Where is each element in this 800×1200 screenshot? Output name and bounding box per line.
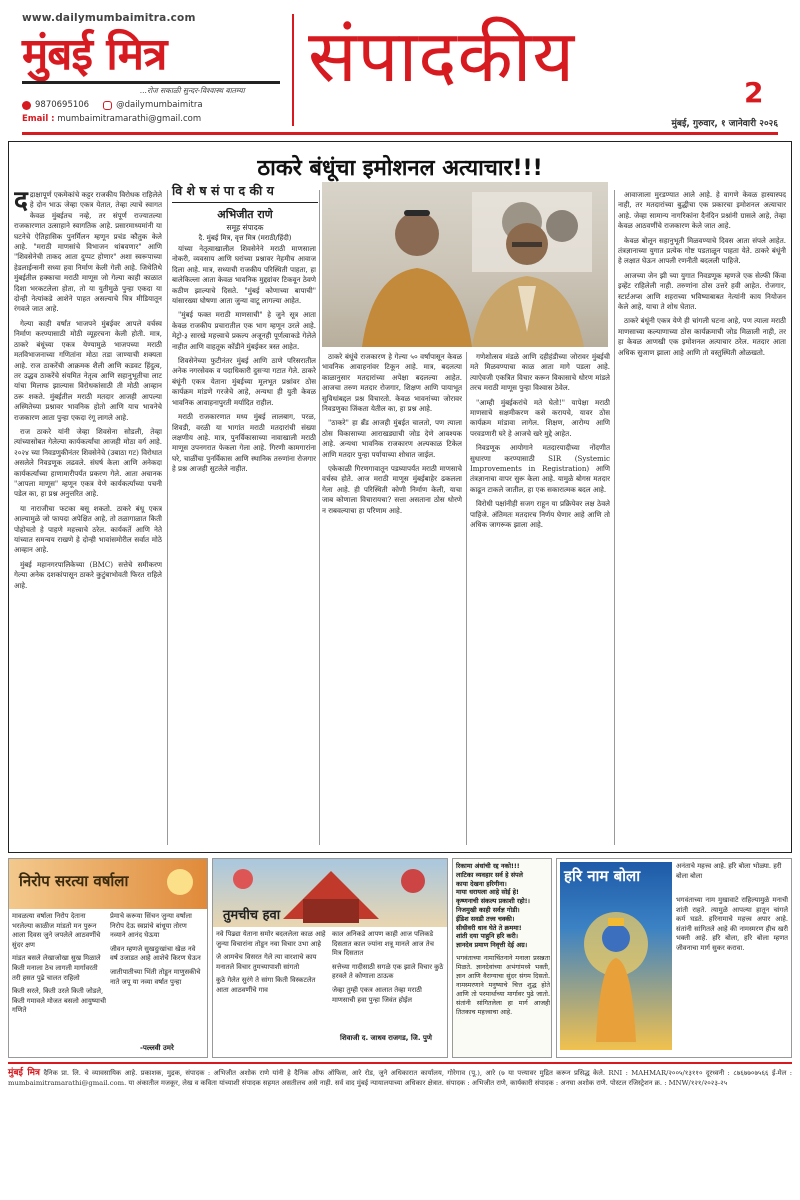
phone-icon bbox=[22, 101, 31, 110]
dateline: मुंबई, गुरुवार, १ जानेवारी २०२६ bbox=[671, 119, 778, 129]
author-name: अभिजीत राणे bbox=[217, 208, 273, 221]
paragraph: यांच्या नेतृत्वाखालील शिवसेनेने मराठी माणसाला नोकरी, व्यवसाय आणि घरांच्या प्रश्नावर नेहमीच आवाज दिला आहे. मात्र, सध्याची राजकीय परिस्थिती पाहता, हा बालेकिल्ला आता केवळ भावनिक मुद्द्यांवर टिकवून ठेवणे कठीण झाल्याचे दिसते. "मुंबई कोणाच्या बापाची" यांसारख्या घोषणा आता जुन्या वाटू लागल्या आहेत. bbox=[172, 244, 316, 306]
paragraph: दद्राक्षापूर्ण एकमेकांचे कट्टर राजकीय विरोधक राहिलेले हे दोन भाऊ जेव्हा एकत्र येतात, तेव्हा त्याचे स्वागत केवळ मुंबईतच नव्हे, तर संपूर्ण राज्यातल्या राजकारणात उत्साहाने स्वागतिक आहे. प्रसारमाध्यमांनी या घटनेचे ऐतिहासिक पुनर्मिलन म्हणून प्रचंड कौतुक केले आहे. "मराठी माणसांचे विभाजन थांबवणार" आणि "शिवसेनेची ताकद आता दुप्पट होणार" अशा स्वरूपाच्या हेडलाईन्सनी सध्या हवा निर्माण केली गेली आहे. जिथेतिथे मुंबईतील हक्काचा मराठी माणूस जो गेल्या काही काळात दिशा भरकटलेला होता, तो या युतीमुळे पुन्हा एकदा या दोन्ही नेत्यांकडे आशेने पाहत असल्याचे चित्र मीडियातून रंगवले जात आहे. bbox=[14, 190, 162, 314]
poem-1-col-2 bbox=[110, 912, 204, 1042]
author-role: समूह संपादक bbox=[226, 223, 264, 232]
stanza: काल अनिकडे आपण काही आज पलिकडे दिसतात काल ज्यांना शत्रू मानले आज तेच मित्र दिसतात bbox=[332, 930, 434, 958]
phone-number[interactable]: 9870695106 bbox=[35, 100, 90, 110]
verse-line: कृष्णनाची संकल्प प्रकाशी रहो!। bbox=[456, 897, 530, 906]
stanza: सत्तेच्या गादीसाठी सगळे एक झाले विचार कुठे हरवले ते कोणाला ठाऊक bbox=[332, 962, 444, 981]
article-column-2 bbox=[172, 244, 316, 848]
paragraph: आजच्या जेन झी च्या युगात निवडणूक म्हणजे एक सेल्फी किंवा इव्हेंट राहिलेली नाही. तरुणांना ठोस उत्तरे हवी आहेत. रोजगार, स्टार्टअप्स आणि शहराच्या भविष्याबाबत नेत्यांनी काय नियोजन केले आहे, याचा ते शोध घेतात. bbox=[618, 270, 786, 312]
stanza: मांडत बसले लेखाजोखा सुख मिळाले किती मनाला ठेच लागली मार्गावरती तरी हसत पुढे चालत राहिलो bbox=[12, 954, 101, 982]
brand-logo: मुंबई मित्र bbox=[22, 29, 167, 80]
paragraph: मराठी राजकारणात मध्य मुंबई लालबाग, परळ, शिवडी, वरळी या भागांत मराठी मतदारांची संख्या लक्षणीय आहे. मात्र, पुनर्विकासाच्या नावाखाली मराठी माणूस उपनगरात फेकला गेला आहे. गिरणी कामगारांना घरे, चाळींचा पुनर्विकास आणि स्थानिक तरुणांना रोजगार हे प्रश्न आजही सुटलेले नाहीत. bbox=[172, 412, 316, 474]
verse-line: सीधीवरी धाव घेते ते क्रममा! bbox=[456, 923, 522, 932]
column-rule bbox=[319, 190, 320, 845]
vishnu-icon bbox=[560, 862, 672, 1050]
poem-3-body: भगवंताच्या नामाचिंतनाने मनाला प्रसन्नता मिळते. ज्ञानदेवांच्या अभंगांमध्ये भक्ती, ज्ञान आणि वैराग्याचा सुंदर संगम दिसतो. नामस्मरणाने मनुष्याचे चित्त शुद्ध होते आणि तो परमार्थाच्या मार्गावर पुढे जातो. संतांनी सांगितलेला हा मार्ग आजही तितकाच महत्त्वाचा आहे. bbox=[456, 954, 550, 1016]
paragraph: या नाराजीचा फटका बसू शकतो. ठाकरे बंधू एकत्र आल्यामुळे जो फायदा अपेक्षित आहे, तो तळागाळात किती पोहोचतो हे पाहणे महत्त्वाचे ठरेल. कार्यकर्ते आणि नेते यांच्यात समन्वय राखणे हे दोन्ही भावांसमोरील सर्वात मोठे आव्हान आहे. bbox=[14, 503, 162, 555]
site-url[interactable]: www.dailymumbaimitra.com bbox=[22, 12, 196, 24]
stanza: नवे पिढ्या येताना समोर बदललेला काळ आहे जुन्या विचारांना तोडून नवा विचार उभा आहे bbox=[216, 930, 326, 948]
stanza: मावळत्या वर्षाला निरोप देताना भरलेल्या काळीज मांडतो मन पुरून आला दिवस जुने जपलेले आठवणींचे सुंदर क्षण bbox=[12, 912, 101, 949]
masthead bbox=[0, 0, 800, 140]
poem-4-side: अनंताचे महत्त्व आहे. हरि बोला भोळ्या. हरी बोला बोला bbox=[676, 862, 782, 880]
verse-line: शांती दया पाहुनि हरि करी। bbox=[456, 932, 519, 941]
stanza: जेव्हा तुम्ही एकत्र आलात तेव्हा मराठी माणसाची हवा पुन्हा जिवंत होईल bbox=[332, 985, 422, 1004]
paragraph: एकेकाळी गिरणगावातून पडघ्यापर्यंत मराठी माणसाचे वर्चस्व होते. आज मराठी माणूस मुंबईबाहेर ढकलला गेला आहे. ही परिस्थिती कोणी निर्माण केली, याचा जाब कोणाला विचारायचा? सत्ता असताना ठोस धोरणे न राबवल्याचा हा परिणाम आहे. bbox=[322, 464, 462, 515]
paragraph: केवळ बोलून सहानुभूती मिळवण्याचे दिवस आता संपले आहेत. तंत्रज्ञानाच्या युगात प्रत्येक गोष्ट पडताळून पाहता येते. ठाकरे बंधूंनी हे लक्षात घेऊन आपली रणनीती बदलली पाहिजे. bbox=[618, 235, 786, 266]
paragraph: शिवसेनेच्या फुटीनंतर मुंबई आणि ठाणे परिसरातील अनेक नगरसेवक व पदाधिकारी दुसऱ्या गटात गेले. ठाकरे बंधूंनी एकत्र येताना मुंबईच्या मूलभूत प्रश्नांवर ठोस कार्यक्रम मांडणे गरजेचे आहे, अन्यथा ही युती केवळ भावनिक आवाहनापुरती मर्यादित राहील. bbox=[172, 356, 316, 407]
poem-3-lines bbox=[456, 862, 550, 950]
email-row bbox=[22, 114, 201, 124]
sun-icon bbox=[167, 869, 193, 895]
poem-1-title: निरोप सरत्या वर्षाला bbox=[19, 872, 129, 890]
social-handle[interactable]: @dailymumbaimitra bbox=[116, 100, 203, 110]
paragraph: मुंबई महानगरपालिकेच्या (BMC) सत्तेचे समीकरण गेल्या अनेक दशकांपासून ठाकरे कुटुंबाभोवती फिरत राहिले आहे. bbox=[14, 559, 162, 590]
poem-2-col-2 bbox=[332, 930, 444, 1030]
stanza: जीवन म्हणजे सुखदुःखांचा खेळ नवे वर्ष उजाडत आहे आशेचे किरण घेऊन bbox=[110, 944, 201, 963]
footer-logo: मुंबई मित्र bbox=[8, 1068, 41, 1078]
verse-line: ईडिश सवडी तत्त्व चक्की। bbox=[456, 914, 515, 923]
poem-4-illustration bbox=[560, 862, 672, 1050]
vertical-divider bbox=[292, 14, 294, 126]
paragraph: राज ठाकरे यांनी जेव्हा शिवसेना सोडली, तेव्हा त्यांच्यासोबत गेलेल्या कार्यकर्त्यांचा आजही मोठा वर्ग आहे. २०२४ च्या निवडणुकीनंतर शिवसेनेचे (उबाठा गट) विरोधात असलेले निवडणूक लढवले. संघर्ष केला आणि अनेकदा कार्यकर्त्यांच्या हाणामारीपर्यंत प्रकरण गेले. आता अचानक "आपला माणूस" म्हणून एकत्र येणे कार्यकर्त्यांच्या पचनी पडेल का, हा प्रश्न अनुत्तरित आहे. bbox=[14, 426, 162, 499]
stanza: किती सरले, किती उरले किती जोडले, किती गमावले मोजत बसलो आयुष्याची गणिते bbox=[12, 987, 106, 1015]
paragraph: ठाकरे बंधूंनी एकत्र येणे ही चांगली घटना आहे, पण त्याला मराठी माणसाच्या कल्याणाच्या ठोस कार्यक्रमाची जोड मिळाली नाही, तर हा केवळ आणखी एक इमोशनल अत्याचार ठरेल. मतदार आता अधिक सुजाण झाला आहे आणि तो वस्तुस्थिती ओळखतो. bbox=[618, 316, 786, 357]
paragraph: विरोधी पक्षांनीही सजग राहून या प्रक्रियेवर लक्ष ठेवले पाहिजे. अंतिमतः मतदारच निर्णय घेणार आहे आणि तो अधिक जागरूक झाला आहे. bbox=[470, 499, 610, 530]
poem-2-illustration bbox=[213, 859, 447, 927]
paragraph: "आम्ही मुंबईकरांचे मते घेतो!" यापेक्षा मराठी माणसाचे सक्षमीकरण कसे करायचे, यावर ठोस कार्यक्रम मांडावा लागेल. शिक्षण, आरोग्य आणि परवडणारी घरे हे आजचे खरे मुद्दे आहेत. bbox=[470, 397, 610, 438]
poem-1-author: -पल्लवी उमरे bbox=[140, 1044, 174, 1052]
column-rule bbox=[167, 190, 168, 845]
page-number: 2 bbox=[744, 76, 764, 109]
footer-text: दैनिक प्रा. लि. चे व्यावसायिक आहे. प्रकाशक, मुद्रक, संपादक : अभिजीत अशोक राणे यांनी हे दैनिक ऑफ ऑफिस, आरे रोड, जुने अधिकारात कार्यालय, गोरेगाव (पू.), आरे (७ या पत्त्यावर मुद्रित करून प्रसिद्ध केले. RNI : MAHMAR/२००५/१३११० दूरध्वनी : ८७६७७०७५६६ ई-मेल : mumbaimitramarathi@gmail.com. या अंकातील मजकूर, लेख व कविता यांच्याशी संपादक सहमत असतीलच असे नाही. सर्व वाद मुंबई न्यायालयाच्या अधिकार क्षेत्रात. संपादक : अभिजीत राणे, कार्यकारी संपादक : अनघा अशोक राणे. पोस्टल रजिस्ट्रेशन क्र. : MNW/१२१/२०२३-२५ bbox=[8, 1069, 792, 1087]
instagram-icon bbox=[103, 101, 112, 110]
verse-line: माया धरायला आहे सोई हे! bbox=[456, 888, 519, 897]
verse-line: ज्ञानदेव प्रमाण निवृत्ती देई अग्र। bbox=[456, 941, 528, 950]
leaders-photo bbox=[322, 182, 608, 347]
verse-line: लाटिका व्यवहार सर्व हे संपले bbox=[456, 870, 523, 879]
stanza: कुठे गेलेत सुरंगे ते सांगा किती विस्कटलेत आता आठवणींचे गाव bbox=[216, 976, 316, 994]
paragraph: गणेशोत्सव मंडळे आणि दहीहंडीच्या जोरावर मुंबईची मते मिळवण्याचा काळ आता मागे पडला आहे. त्याऐवजी एकत्रित विचार करून विकासाचे धोरण मांडले तरच मराठी माणूस पुन्हा विश्वास ठेवेल. bbox=[470, 352, 610, 393]
verse-line: निजमुखी काही सर्वज्ञ गोडी। bbox=[456, 905, 520, 914]
poem-1-col-1 bbox=[12, 912, 106, 1052]
verse-line: काया देखना हरिगीना। bbox=[456, 879, 507, 888]
article-column-3 bbox=[322, 352, 462, 848]
paragraph: "ठाकरे" हा ब्रँड आजही मुंबईत चालतो, पण त्याला ठोस विकासाच्या आराखड्याची जोड देणे आवश्यक आहे. अन्यथा भावनिक राजकारण अल्पकाळ टिकेल आणि मतदार पुन्हा पर्यायाच्या शोधात जाईल. bbox=[322, 418, 462, 459]
brand-tagline: ...रोज सकाळी सुन्दर-विश्वास्थ बातम्या bbox=[140, 86, 245, 95]
article-column-4 bbox=[470, 352, 610, 848]
poem-2-col-1 bbox=[216, 930, 328, 1054]
stanza: जातीपातीच्या भिंती तोडून माणुसकीचे नाते जपू या नव्या वर्षात पुन्हा bbox=[110, 967, 201, 986]
dropcap: द bbox=[14, 190, 28, 216]
paragraph: आवाजाला मुरडण्यात आले आहे. हे वागणे केवळ हास्यास्पद नाही, तर मतदारांच्या बुद्धीचा एक प्रकारचा इमोशनल अत्याचार आहे. जेव्हा सामान्य नागरिकांना दैनंदिन प्रश्नांनी ग्रासले आहे, तेव्हा केवळ आठवणींचे राजकारण केले जात आहे. bbox=[618, 190, 786, 231]
stanza: प्रेमाचे करूया सिंचन जुन्या वर्षाला निरोप देऊ स्वप्नांचे बांधूया तोरण नव्याने आनंद घेऊया bbox=[110, 912, 192, 940]
poem-4-body: भगवंताच्या नाम मुखावाटे राहिल्यामुळे मनाची शांती राहते. त्यामुळे आपल्या हातून चांगले कर्म घडते. हरिनामाचे महत्त्व अपार आहे. संतांनी सांगितले आहे की नामस्मरण हीच खरी भक्ती आहे. हरि बोला, हरि बोला म्हणत जीवनाचा मार्ग सुकर करावा. bbox=[676, 896, 788, 952]
poem-2-author: शिवाजी द. जाधव राजगड, जि. पुणे bbox=[340, 1034, 432, 1042]
email-address[interactable]: mumbaimitramarathi@gmail.com bbox=[57, 114, 202, 124]
stanza: जे आमचेच विसरत गेले त्या वारशाचे काय मनातले विचार तुमच्यापाशी सांगतो bbox=[216, 953, 317, 971]
section-title: संपादकीय bbox=[308, 14, 576, 98]
column-rule bbox=[466, 352, 467, 845]
poem-1-header bbox=[9, 859, 207, 909]
article-column-5 bbox=[618, 190, 786, 848]
poem-2-title: तुमचीच हवा bbox=[223, 908, 281, 923]
author-org: दै. मुंबई मित्र, वृत्त मित्र (मराठी/हिंदी) bbox=[198, 234, 292, 242]
editorial-label: वि शे ष सं पा द की य bbox=[172, 182, 318, 203]
masthead-rule bbox=[22, 132, 778, 135]
paragraph: गेल्या काही वर्षांत भाजपने मुंबईवर आपले वर्चस्व निर्माण करण्यासाठी मोठी व्यूहरचना केली होती. मात्र, ठाकरे बंधूंच्या एकत्र येण्यामुळे भाजपच्या मराठी मतविभाजनाच्या गणितांना मोठा तडा जाण्याची शक्यता आहे. राज ठाकरेंची आक्रमक शैली आणि कडवट हिंदुत्व, तर उद्धव ठाकरेंचे संयमित नेतृत्व आणि सहानुभूतीचा लाट यांचा मिलाफ झाल्यास विरोधकांसाठी ती मोठी आव्हान ठरू शकते. मुंबईतील मराठी मतदार आजही आपल्या अस्मितेच्या प्रश्नावर भावनिक होतो आणि याच भावनेचे राजकारण आता पुन्हा एकदा रंगू लागले आहे. bbox=[14, 318, 162, 422]
special-editorial-box bbox=[172, 182, 318, 240]
phone-row bbox=[22, 100, 203, 110]
email-label: Email : bbox=[22, 114, 55, 124]
verse-line: रिकामा अंधांची रद्द नको!!! bbox=[456, 862, 520, 870]
paragraph: "मुंबई फक्त मराठी माणसाची" हे जुने सूत्र आता केवळ राजकीय प्रचारातील एक भाग म्हणून उरले आहे. मेट्रो-३ सारखे महत्त्वाचे प्रकल्प अजूनही पूर्णत्वाकडे गेलेले नाहीत आणि वाहतूक कोंडीने मुंबईकर त्रस्त आहेत. bbox=[172, 310, 316, 351]
column-rule bbox=[614, 190, 615, 845]
headline: ठाकरे बंधूंचा इमोशनल अत्याचार!!! bbox=[257, 156, 543, 181]
paragraph: निवडणूक आयोगाने मतदारयादीच्या नोंदणीत सुधारणा करण्यासाठी SIR (Systemic Improvements in Registration) आणि तंत्रज्ञानाचा वापर सुरू केला आहे. यामुळे बोगस मतदार काढून टाकले जातील, हा एक सकारात्मक बदल आहे. bbox=[470, 443, 610, 494]
footer bbox=[8, 1062, 792, 1192]
photo-illustration bbox=[322, 182, 608, 347]
brand-underline bbox=[22, 81, 280, 84]
paragraph: ठाकरे बंधूंचे राजकारण हे गेल्या ५० वर्षांपासून केवळ भावनिक आवाहनांवर टिकून आहे. मात्र, बदलत्या काळानुसार मतदारांच्या अपेक्षा बदलल्या आहेत. आजचा तरुण मतदार रोजगार, शिक्षण आणि पायाभूत सुविधांबद्दल प्रश्न विचारतो. केवळ भावनांच्या जोरावर निवडणुका जिंकता येतील का, हा प्रश्न आहे. bbox=[322, 352, 462, 414]
poem-4-title: हरि नाम बोला bbox=[564, 867, 641, 885]
article-column-1 bbox=[14, 190, 162, 848]
